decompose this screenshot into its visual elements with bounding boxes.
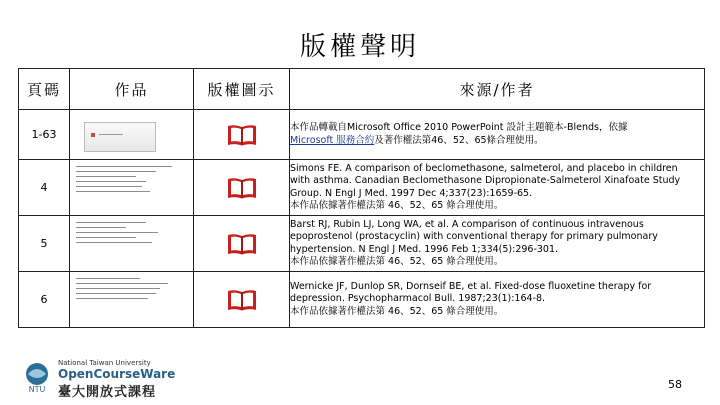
- page-number-cell: 4: [19, 160, 70, 216]
- page-number-cell: 1-63: [19, 110, 70, 160]
- book-icon: [227, 177, 257, 199]
- header-page: 頁碼: [19, 69, 70, 110]
- source-line: Group. N Engl J Med. 1997 Dec 4;337(23):1659-65.: [290, 187, 533, 199]
- page-title: 版權聲明: [299, 32, 420, 62]
- ntu-logo-icon: [22, 361, 52, 393]
- source-cell: [290, 272, 705, 328]
- ntu-logo-text: NTU: [28, 385, 46, 393]
- source-line: 本作品依據著作權法第 46、52、65 條合理使用。: [290, 256, 504, 267]
- book-icon: [227, 289, 257, 311]
- slide-thumbnail: [84, 122, 156, 152]
- source-line: Wernicke JF, Dunlop SR, Dornseif BE, et al. Fixed-dose fluoxetine therapy for: [290, 280, 652, 292]
- source-cell: [290, 110, 705, 160]
- page-number-cell: 5: [19, 216, 70, 272]
- source-line: with asthma. Canadian Beclomethasone Dipropionate-Salmeterol Xinafoate Study: [290, 175, 681, 186]
- work-thumbnail: [70, 216, 194, 272]
- source-line: epoprostenol (prostacyclin) with conventional therapy for primary pulmonary: [290, 231, 658, 242]
- service-agreement-link[interactable]: Microsoft 服務合約: [290, 134, 375, 146]
- header-license: 版權圖示: [194, 69, 290, 110]
- source-line-tail: 及著作權法第46、52、65條合理使用。: [374, 134, 544, 146]
- header-source: 來源/作者: [290, 69, 705, 110]
- reference-thumbnail: [76, 222, 182, 247]
- reference-thumbnail: [76, 166, 182, 196]
- book-icon: [227, 233, 257, 255]
- license-icon-cell: [194, 216, 290, 272]
- source-line: Barst RJ, Rubin LJ, Long WA, et al. A comparison of continuous intravenous: [290, 218, 644, 230]
- license-icon-cell: [194, 110, 290, 160]
- footer-university: National Taiwan University: [58, 359, 151, 367]
- ntu-ocw-logo: [22, 359, 222, 399]
- license-icon-cell: [194, 272, 290, 328]
- header-work: 作品: [70, 69, 194, 110]
- slide-page-number: 58: [668, 378, 682, 391]
- footer-ocw: OpenCourseWare: [58, 367, 176, 381]
- table-row: [19, 272, 705, 328]
- copyright-table: [18, 68, 705, 328]
- table-header-row: [19, 69, 705, 110]
- source-line: depression. Psychopharmacol Bull. 1987;23(1):164-8.: [290, 293, 546, 305]
- footer-chinese-name: 臺大開放式課程: [58, 385, 157, 400]
- table-row: [19, 160, 705, 216]
- source-line: 本作品依據著作權法第 46、52、65 條合理使用。: [290, 305, 504, 317]
- license-icon-cell: [194, 160, 290, 216]
- table-row: [19, 110, 705, 160]
- source-line: Simons FE. A comparison of beclomethasone, salmeterol, and placebo in children: [290, 162, 678, 174]
- reference-thumbnail: [76, 278, 182, 303]
- work-thumbnail: [70, 272, 194, 328]
- source-line: 本作品轉載自Microsoft Office 2010 PowerPoint 設計主題範本-Blends，依據: [290, 122, 628, 133]
- source-line: hypertension. N Engl J Med. 1996 Feb 1;334(5):296-301.: [290, 243, 559, 255]
- table-row: [19, 216, 705, 272]
- source-cell: [290, 216, 705, 272]
- book-icon: [227, 124, 257, 146]
- source-line: 本作品依據著作權法第 46、52、65 條合理使用。: [290, 200, 504, 211]
- source-cell: [290, 160, 705, 216]
- work-thumbnail: [70, 160, 194, 216]
- work-thumbnail: [70, 110, 194, 160]
- page-number-cell: 6: [19, 272, 70, 328]
